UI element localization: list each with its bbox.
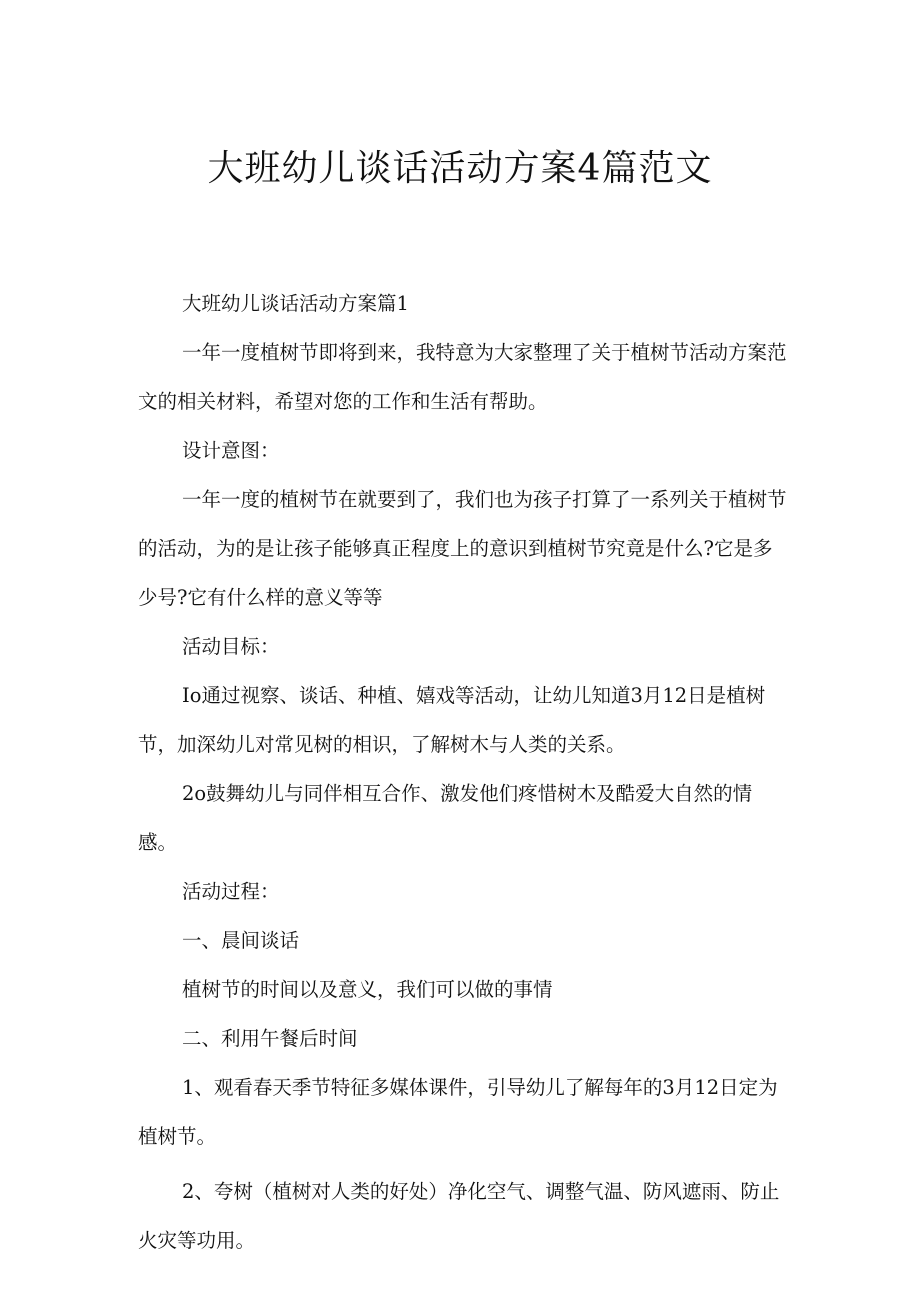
intro-paragraph: 一年一度植树节即将到来，我特意为大家整理了关于植树节活动方案范文的相关材料，希望对您的工作和生活有帮助。 <box>138 341 787 413</box>
process-step-2-item-1: 1、观看春天季节特征多媒体课件，引导幼儿了解每年的3月12日定为植树节。 <box>138 1076 778 1148</box>
goal-item-1: Io通过视察、谈话、种植、嬉戏等活动，让幼儿知道3月12日是植树节，加深幼儿对常见树的相识，了解树木与人类的关系。 <box>138 684 766 756</box>
process-step-1-heading: 一、晨间谈话 <box>182 929 300 952</box>
process-step-2-heading: 二、利用午餐后时间 <box>182 1027 358 1050</box>
goal-item-2: 2o鼓舞幼儿与同伴相互合作、激发他们疼惜树木及酷爱大自然的情感。 <box>138 782 753 854</box>
document-body <box>138 279 788 1265</box>
document-title: 大班幼儿谈话活动方案4篇范文 <box>207 148 713 189</box>
goals-heading: 活动目标： <box>182 635 280 658</box>
process-step-1-text: 植树节的时间以及意义，我们可以做的事情 <box>182 978 553 1001</box>
process-step-2-item-2: 2、夸树（植树对人类的好处）净化空气、调整气温、防风遮雨、防止火灾等功用。 <box>138 1180 780 1252</box>
section-heading: 大班幼儿谈话活动方案篇1 <box>182 292 409 315</box>
design-intent-heading: 设计意图： <box>182 439 280 462</box>
process-heading: 活动过程： <box>182 880 280 903</box>
design-intent-paragraph: 一年一度的植树节在就要到了，我们也为孩子打算了一系列关于植树节的活动，为的是让孩子能够真正程度上的意识到植树节究竟是什么?它是多少号?它有什么样的意义等等 <box>138 488 787 609</box>
